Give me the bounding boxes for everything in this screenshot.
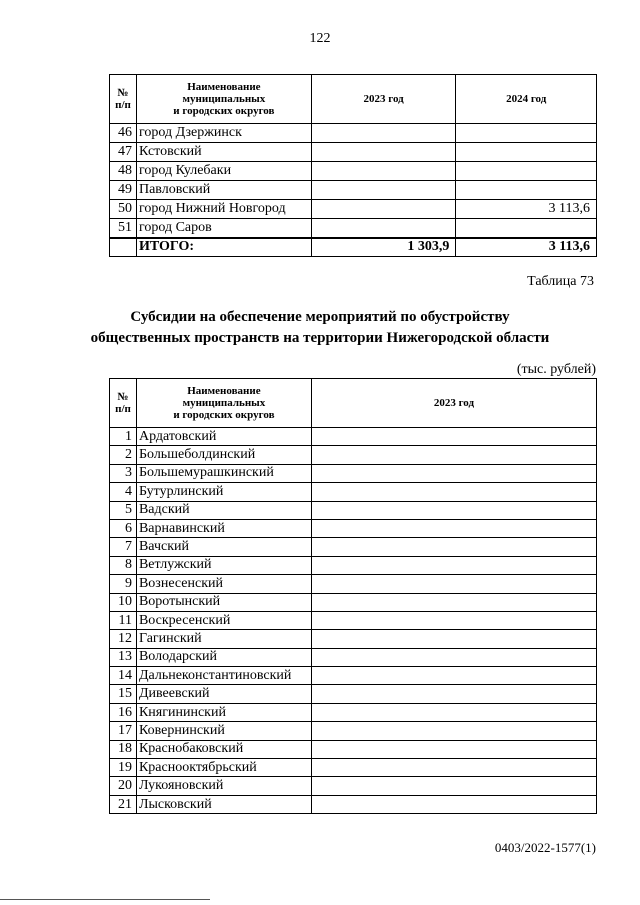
row-name: Ардатовский xyxy=(136,428,311,446)
row-number: 15 xyxy=(110,685,137,703)
row-value-2023 xyxy=(311,446,596,464)
row-name: Лукояновский xyxy=(136,777,311,795)
table-subsidies-continued xyxy=(109,74,597,257)
row-value-2023 xyxy=(311,667,596,685)
row-value-2023 xyxy=(311,648,596,666)
row-name: город Нижний Новгород xyxy=(136,200,311,219)
row-value-2023 xyxy=(311,795,596,813)
row-name: Воротынский xyxy=(136,593,311,611)
row-name: Краснобаковский xyxy=(136,740,311,758)
table-title-line-2: общественных пространств на территории Нижегородской области xyxy=(90,330,550,346)
row-number: 7 xyxy=(110,538,137,556)
header-2023: 2023 год xyxy=(311,75,456,124)
header-2023: 2023 год xyxy=(311,379,596,428)
table-row xyxy=(110,593,597,611)
page-number: 122 xyxy=(309,31,331,46)
table-header-row xyxy=(110,75,597,124)
row-value-2023 xyxy=(311,759,596,777)
row-value-2023 xyxy=(311,777,596,795)
row-value-2023 xyxy=(311,538,596,556)
row-value-2023 xyxy=(311,593,596,611)
row-number: 50 xyxy=(110,200,137,219)
row-number: 13 xyxy=(110,648,137,666)
table-title xyxy=(0,307,640,349)
table-title-line-1: Субсидии на обеспечение мероприятий по обустройству xyxy=(130,309,510,325)
table-row xyxy=(110,181,597,200)
row-value-2023 xyxy=(311,722,596,740)
table-row xyxy=(110,648,597,666)
row-name: Большеболдинский xyxy=(136,446,311,464)
row-number: 20 xyxy=(110,777,137,795)
table-row xyxy=(110,483,597,501)
table-row xyxy=(110,519,597,537)
table-row xyxy=(110,611,597,629)
row-value-2023 xyxy=(311,556,596,574)
row-number: 8 xyxy=(110,556,137,574)
row-number: 9 xyxy=(110,575,137,593)
row-value-2023 xyxy=(311,611,596,629)
row-value-2023 xyxy=(311,181,456,200)
total-2023: 1 303,9 xyxy=(311,238,456,257)
units-label: (тыс. рублей) xyxy=(516,362,596,377)
table-row xyxy=(110,795,597,813)
row-number: 1 xyxy=(110,428,137,446)
table-row xyxy=(110,759,597,777)
row-value-2023 xyxy=(311,162,456,181)
row-value-2024 xyxy=(456,124,597,143)
row-name: город Кулебаки xyxy=(136,162,311,181)
row-name: Вадский xyxy=(136,501,311,519)
row-name: Кстовский xyxy=(136,143,311,162)
row-number: 48 xyxy=(110,162,137,181)
total-row xyxy=(110,238,597,257)
document-code: 0403/2022-1577(1) xyxy=(494,840,596,855)
row-name: Вознесенский xyxy=(136,575,311,593)
row-name: Гагинский xyxy=(136,630,311,648)
table-row xyxy=(110,685,597,703)
row-name: Ковернинский xyxy=(136,722,311,740)
row-value-2023 xyxy=(311,703,596,721)
row-name: город Саров xyxy=(136,219,311,238)
row-number: 47 xyxy=(110,143,137,162)
table-row xyxy=(110,703,597,721)
row-number: 16 xyxy=(110,703,137,721)
table-public-spaces xyxy=(109,378,597,814)
table-row xyxy=(110,740,597,758)
row-value-2024: 3 113,6 xyxy=(456,200,597,219)
row-value-2023 xyxy=(311,464,596,482)
table-row xyxy=(110,630,597,648)
table-row xyxy=(110,777,597,795)
row-number: 14 xyxy=(110,667,137,685)
header-num: № п/п xyxy=(110,75,137,124)
row-name: Воскресенский xyxy=(136,611,311,629)
row-value-2023 xyxy=(311,685,596,703)
row-value-2023 xyxy=(311,200,456,219)
row-name: Ветлужский xyxy=(136,556,311,574)
table-row xyxy=(110,219,597,238)
row-number: 4 xyxy=(110,483,137,501)
row-name: Володарский xyxy=(136,648,311,666)
row-name: Бутурлинский xyxy=(136,483,311,501)
row-value-2023 xyxy=(311,519,596,537)
total-empty-cell xyxy=(110,238,137,257)
row-number: 51 xyxy=(110,219,137,238)
table-row xyxy=(110,200,597,219)
row-name: Княгининский xyxy=(136,703,311,721)
row-name: Павловский xyxy=(136,181,311,200)
row-name: Лысковский xyxy=(136,795,311,813)
row-number: 5 xyxy=(110,501,137,519)
row-value-2023 xyxy=(311,143,456,162)
row-value-2023 xyxy=(311,483,596,501)
row-number: 18 xyxy=(110,740,137,758)
row-number: 11 xyxy=(110,611,137,629)
table-row xyxy=(110,667,597,685)
row-number: 10 xyxy=(110,593,137,611)
row-value-2023 xyxy=(311,575,596,593)
row-number: 17 xyxy=(110,722,137,740)
total-label: ИТОГО: xyxy=(136,238,311,257)
table-row xyxy=(110,124,597,143)
header-name: Наименование муниципальных и городских округов xyxy=(136,75,311,124)
row-value-2024 xyxy=(456,181,597,200)
row-value-2023 xyxy=(311,428,596,446)
row-name: Краснооктябрьский xyxy=(136,759,311,777)
header-num: № п/п xyxy=(110,379,137,428)
row-number: 12 xyxy=(110,630,137,648)
table-row xyxy=(110,446,597,464)
row-number: 2 xyxy=(110,446,137,464)
row-name: Дивеевский xyxy=(136,685,311,703)
row-number: 49 xyxy=(110,181,137,200)
table-row xyxy=(110,556,597,574)
row-value-2023 xyxy=(311,630,596,648)
row-value-2023 xyxy=(311,219,456,238)
row-number: 6 xyxy=(110,519,137,537)
row-name: Варнавинский xyxy=(136,519,311,537)
row-value-2024 xyxy=(456,162,597,181)
row-number: 21 xyxy=(110,795,137,813)
table-row xyxy=(110,501,597,519)
footer-divider xyxy=(0,899,210,900)
table-row xyxy=(110,575,597,593)
row-value-2023 xyxy=(311,740,596,758)
row-number: 46 xyxy=(110,124,137,143)
row-value-2024 xyxy=(456,143,597,162)
row-value-2024 xyxy=(456,219,597,238)
table-row xyxy=(110,538,597,556)
table-row xyxy=(110,428,597,446)
table-row xyxy=(110,722,597,740)
row-name: Большемурашкинский xyxy=(136,464,311,482)
row-number: 19 xyxy=(110,759,137,777)
table-header-row xyxy=(110,379,597,428)
row-value-2023 xyxy=(311,501,596,519)
row-number: 3 xyxy=(110,464,137,482)
row-name: Вачский xyxy=(136,538,311,556)
table-label: Таблица 73 xyxy=(527,274,594,289)
row-name: Дальнеконстантиновский xyxy=(136,667,311,685)
table-row xyxy=(110,143,597,162)
row-name: город Дзержинск xyxy=(136,124,311,143)
total-2024: 3 113,6 xyxy=(456,238,597,257)
table-row xyxy=(110,162,597,181)
header-name: Наименование муниципальных и городских округов xyxy=(136,379,311,428)
table-row xyxy=(110,464,597,482)
header-2024: 2024 год xyxy=(456,75,597,124)
row-value-2023 xyxy=(311,124,456,143)
